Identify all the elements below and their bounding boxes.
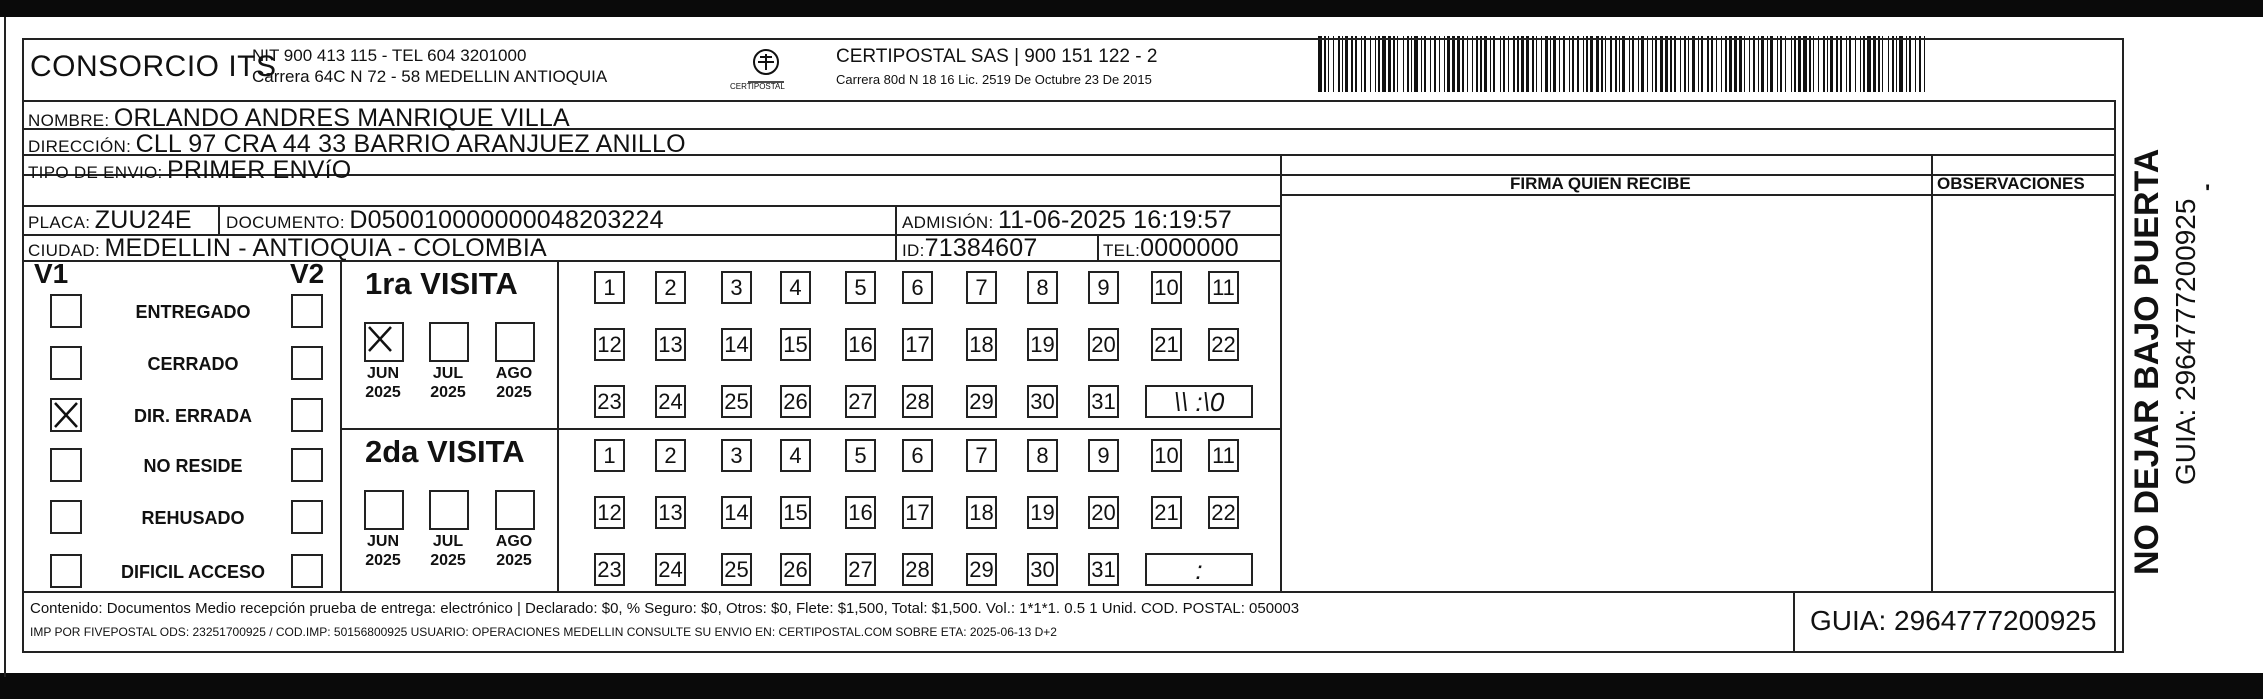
day-box[interactable]: 4 xyxy=(780,439,811,472)
day-box[interactable]: 26 xyxy=(780,553,811,586)
placa-label: PLACA: xyxy=(28,213,91,232)
ciudad-label: CIUDAD: xyxy=(28,241,100,260)
day-box[interactable]: 1 xyxy=(594,439,625,472)
day-box[interactable]: 17 xyxy=(902,328,933,361)
day-box[interactable]: 10 xyxy=(1151,271,1182,304)
day-box[interactable]: 30 xyxy=(1027,385,1058,418)
day-box[interactable]: 17 xyxy=(902,496,933,529)
day-box[interactable]: 25 xyxy=(721,385,752,418)
month-label xyxy=(489,532,539,570)
status-label: ENTREGADO xyxy=(135,302,251,322)
day-box[interactable]: 31 xyxy=(1088,385,1119,418)
month-label xyxy=(489,364,539,402)
day-box[interactable]: 28 xyxy=(902,553,933,586)
footer-guia: GUIA: 2964777200925 xyxy=(1810,605,2097,636)
day-box[interactable]: 28 xyxy=(902,385,933,418)
month-year: 2025 xyxy=(430,384,466,401)
v1-checkbox[interactable] xyxy=(50,500,82,534)
placa-value: ZUU24E xyxy=(94,206,192,234)
tel-field xyxy=(1103,234,1239,263)
day-box[interactable]: 27 xyxy=(845,553,876,586)
tel-label: TEL: xyxy=(1103,241,1141,260)
side-mark: ' xyxy=(2205,180,2211,205)
day-box[interactable]: 18 xyxy=(966,328,997,361)
logo-caption: CERTIPOSTAL xyxy=(730,82,785,91)
documento-value: D050010000000048203224 xyxy=(349,206,664,234)
visit-title: 2da VISITA xyxy=(365,434,525,469)
bottom-border-bar xyxy=(0,673,2263,699)
day-box[interactable]: 14 xyxy=(721,496,752,529)
day-box[interactable]: 24 xyxy=(655,385,686,418)
check-x-icon xyxy=(52,400,80,430)
placa-field xyxy=(28,206,192,235)
top-border-bar xyxy=(0,0,2263,17)
check-x-icon xyxy=(366,324,394,354)
day-box[interactable]: 15 xyxy=(780,496,811,529)
v1-checkbox[interactable] xyxy=(50,398,82,432)
day-box[interactable]: 13 xyxy=(655,328,686,361)
month-year: 2025 xyxy=(365,552,401,569)
divider xyxy=(2114,100,2116,653)
v2-checkbox[interactable] xyxy=(291,294,323,328)
month-name: JUL xyxy=(432,365,464,382)
day-box[interactable]: 11 xyxy=(1208,271,1239,304)
day-box[interactable]: 8 xyxy=(1027,439,1058,472)
day-box[interactable]: 21 xyxy=(1151,496,1182,529)
direccion-value: CLL 97 CRA 44 33 BARRIO ARANJUEZ ANILLO xyxy=(135,130,686,158)
day-box[interactable]: 14 xyxy=(721,328,752,361)
day-box[interactable]: 9 xyxy=(1088,271,1119,304)
month-checkbox[interactable] xyxy=(364,490,404,530)
day-box[interactable]: 13 xyxy=(655,496,686,529)
day-box[interactable]: 10 xyxy=(1151,439,1182,472)
documento-field xyxy=(226,206,664,235)
carrier-license: Carrera 80d N 18 16 Lic. 2519 De Octubre 23 De 2015 xyxy=(836,72,1152,87)
direccion-label: DIRECCIÓN: xyxy=(28,137,132,156)
id-field xyxy=(902,234,1037,263)
divider xyxy=(1097,234,1099,260)
footer-content-line: Contenido: Documentos Medio recepción prueba de entrega: electrónico | Declarado: $0, % Seguro: $0, Otros: $0, Flete: $1,500, Total: $1,500. Vol.: 1*1*1. 0.5 1 Unid. COD. POSTAL: 050003 xyxy=(30,600,1300,617)
divider xyxy=(22,100,2114,102)
day-box[interactable]: 2 xyxy=(655,439,686,472)
admision-value: 11-06-2025 16:19:57 xyxy=(997,206,1233,234)
nombre-row xyxy=(28,104,570,133)
divider xyxy=(557,260,559,591)
day-box[interactable]: 22 xyxy=(1208,496,1239,529)
company-address: Carrera 64C N 72 - 58 MEDELLIN ANTIOQUIA xyxy=(252,67,608,86)
day-box[interactable]: 19 xyxy=(1027,328,1058,361)
direccion-row xyxy=(28,130,686,159)
day-box[interactable]: 7 xyxy=(966,439,997,472)
day-box[interactable]: 15 xyxy=(780,328,811,361)
tel-value: 0000000 xyxy=(1140,234,1239,262)
month-checkbox[interactable] xyxy=(364,322,404,362)
v2-checkbox[interactable] xyxy=(291,346,323,380)
month-label xyxy=(423,532,473,570)
month-year: 2025 xyxy=(496,552,532,569)
status-label: REHUSADO xyxy=(141,508,245,528)
id-label: ID: xyxy=(902,241,925,260)
day-box[interactable]: 7 xyxy=(966,271,997,304)
day-box[interactable]: 9 xyxy=(1088,439,1119,472)
time-box[interactable]: : xyxy=(1145,553,1253,586)
divider xyxy=(218,205,220,234)
divider xyxy=(1280,194,2114,196)
day-box[interactable]: 20 xyxy=(1088,496,1119,529)
status-label: DIFICIL ACCESO xyxy=(120,562,265,582)
ciudad-field xyxy=(28,234,547,263)
month-name: JUN xyxy=(366,533,399,550)
day-box[interactable]: 20 xyxy=(1088,328,1119,361)
time-box[interactable]: \\ :\0 xyxy=(1145,385,1253,418)
divider xyxy=(1793,591,1795,653)
day-box[interactable]: 2 xyxy=(655,271,686,304)
day-box[interactable]: 23 xyxy=(594,385,625,418)
day-box[interactable]: 22 xyxy=(1208,328,1239,361)
v1-checkbox[interactable] xyxy=(50,448,82,482)
nombre-value: ORLANDO ANDRES MANRIQUE VILLA xyxy=(113,104,570,132)
day-box[interactable]: 5 xyxy=(845,439,876,472)
day-box[interactable]: 23 xyxy=(594,553,625,586)
day-box[interactable]: 16 xyxy=(845,496,876,529)
day-box[interactable]: 8 xyxy=(1027,271,1058,304)
admision-field xyxy=(902,206,1232,235)
month-checkbox[interactable] xyxy=(495,490,535,530)
day-box[interactable]: 18 xyxy=(966,496,997,529)
month-checkbox[interactable] xyxy=(495,322,535,362)
day-box[interactable]: 6 xyxy=(902,439,933,472)
day-box[interactable]: 25 xyxy=(721,553,752,586)
observaciones-header: OBSERVACIONES xyxy=(1937,174,2085,193)
divider xyxy=(340,428,1280,430)
day-box[interactable]: 1 xyxy=(594,271,625,304)
v2-header: V2 xyxy=(290,258,325,289)
day-box[interactable]: 27 xyxy=(845,385,876,418)
day-box[interactable]: 3 xyxy=(721,271,752,304)
status-label: DIR. ERRADA xyxy=(133,406,252,426)
v2-checkbox[interactable] xyxy=(291,500,323,534)
month-checkbox[interactable] xyxy=(429,322,469,362)
day-box[interactable]: 3 xyxy=(721,439,752,472)
day-box[interactable]: 30 xyxy=(1027,553,1058,586)
company-nit: NIT 900 413 115 - TEL 604 3201000 xyxy=(252,46,527,65)
month-year: 2025 xyxy=(365,384,401,401)
divider xyxy=(22,591,2114,593)
v1-header: V1 xyxy=(34,258,69,289)
company-name: CONSORCIO ITS xyxy=(30,50,277,83)
month-year: 2025 xyxy=(496,384,532,401)
v2-checkbox[interactable] xyxy=(291,554,323,588)
left-border-line xyxy=(4,17,6,677)
month-label xyxy=(423,364,473,402)
day-box[interactable]: 19 xyxy=(1027,496,1058,529)
v1-checkbox[interactable] xyxy=(50,294,82,328)
footer-print-line: IMP POR FIVEPOSTAL ODS: 23251700925 / COD.IMP: 50156800925 USUARIO: OPERACIONES MEDELLIN CONSULTE SU ENVIO EN: CERTIPOSTAL.COM SOBRE ETA: 2025-06-13 D+2 xyxy=(30,625,1057,639)
month-checkbox[interactable] xyxy=(429,490,469,530)
side-guia: GUIA: 2964777200925 xyxy=(2170,198,2201,485)
ciudad-value: MEDELLIN - ANTIOQUIA - COLOMBIA xyxy=(104,234,547,262)
month-label xyxy=(358,532,408,570)
day-box[interactable]: 12 xyxy=(594,328,625,361)
month-name: AGO xyxy=(495,365,533,382)
status-label: CERRADO xyxy=(147,354,239,374)
v1-checkbox[interactable] xyxy=(50,554,82,588)
nombre-label: NOMBRE: xyxy=(28,111,110,130)
status-label: NO RESIDE xyxy=(143,456,243,476)
day-box[interactable]: 12 xyxy=(594,496,625,529)
day-box[interactable]: 16 xyxy=(845,328,876,361)
tipo-envio-row xyxy=(28,156,351,185)
day-box[interactable]: 5 xyxy=(845,271,876,304)
admision-label: ADMISIÓN: xyxy=(902,213,994,232)
documento-label: DOCUMENTO: xyxy=(226,213,345,232)
v2-checkbox[interactable] xyxy=(291,398,323,432)
side-warning: NO DEJAR BAJO PUERTA xyxy=(2128,148,2166,575)
day-box[interactable]: 26 xyxy=(780,385,811,418)
divider xyxy=(1280,154,1282,591)
day-box[interactable]: 29 xyxy=(966,385,997,418)
tipo-envio-label: TIPO DE ENVIO: xyxy=(28,163,163,182)
day-box[interactable]: 11 xyxy=(1208,439,1239,472)
divider xyxy=(895,205,897,260)
carrier-name: CERTIPOSTAL SAS | 900 151 122 - 2 xyxy=(836,46,1158,67)
day-box[interactable]: 6 xyxy=(902,271,933,304)
divider xyxy=(340,260,342,591)
v2-checkbox[interactable] xyxy=(291,448,323,482)
firma-header: FIRMA QUIEN RECIBE xyxy=(1510,174,1691,193)
day-box[interactable]: 29 xyxy=(966,553,997,586)
tipo-envio-value: PRIMER ENVíO xyxy=(167,156,352,184)
month-label xyxy=(358,364,408,402)
month-name: JUL xyxy=(432,533,464,550)
month-name: AGO xyxy=(495,533,533,550)
month-name: JUN xyxy=(366,365,399,382)
month-year: 2025 xyxy=(430,552,466,569)
day-box[interactable]: 24 xyxy=(655,553,686,586)
day-box[interactable]: 31 xyxy=(1088,553,1119,586)
visit-title: 1ra VISITA xyxy=(365,266,518,301)
day-box[interactable]: 21 xyxy=(1151,328,1182,361)
divider xyxy=(1931,154,1933,591)
id-value: 71384607 xyxy=(924,234,1038,262)
day-box[interactable]: 4 xyxy=(780,271,811,304)
v1-checkbox[interactable] xyxy=(50,346,82,380)
